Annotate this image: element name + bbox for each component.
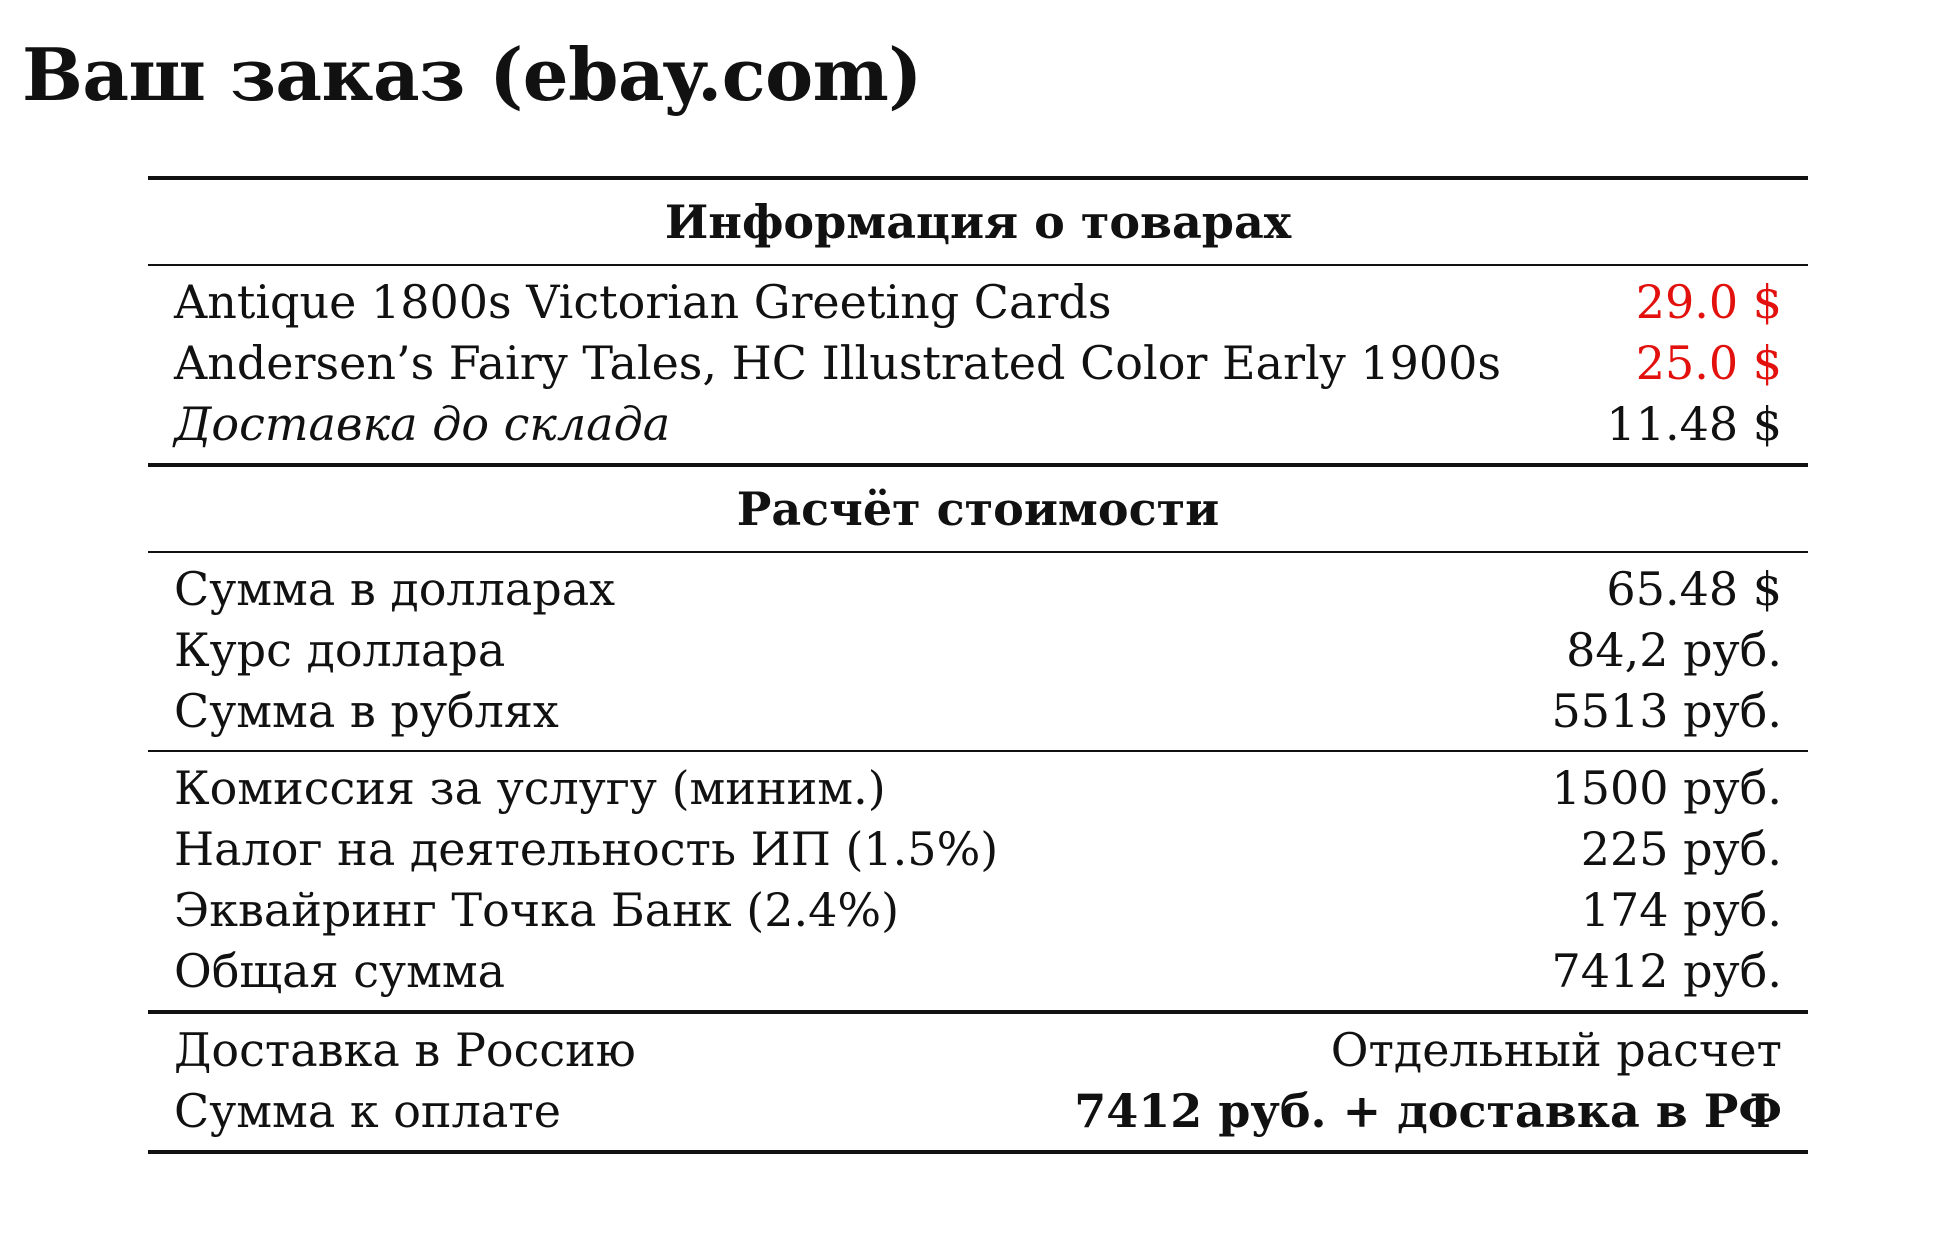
warehouse-shipping-label: Доставка до склада xyxy=(174,397,671,451)
order-table xyxy=(148,176,1808,1154)
warehouse-shipping-value: 11.48 $ xyxy=(1606,397,1782,451)
acquiring-label: Эквайринг Точка Банк (2.4%) xyxy=(174,883,900,937)
amount-due-label: Сумма к оплате xyxy=(174,1084,561,1138)
total-sum-value: 7412 руб. xyxy=(1551,944,1782,998)
goods-row-price: 25.0 $ xyxy=(1635,336,1782,390)
service-fee-row xyxy=(148,758,1808,819)
usd-sum-label: Сумма в долларах xyxy=(174,562,616,616)
final-rows xyxy=(148,1014,1808,1150)
goods-row xyxy=(148,272,1808,333)
usd-sum-row xyxy=(148,559,1808,620)
tax-row xyxy=(148,819,1808,880)
amount-due-row xyxy=(148,1081,1808,1142)
goods-row-label: Antique 1800s Victorian Greeting Cards xyxy=(174,275,1112,329)
acquiring-row xyxy=(148,880,1808,941)
goods-row-label: Andersen’s Fairy Tales, HC Illustrated Color Early 1900s xyxy=(174,336,1501,390)
amount-due-value: 7412 руб. + доставка в РФ xyxy=(1074,1084,1782,1138)
rub-sum-row xyxy=(148,681,1808,742)
usd-sum-value: 65.48 $ xyxy=(1606,562,1782,616)
goods-row-price: 29.0 $ xyxy=(1635,275,1782,329)
total-sum-row xyxy=(148,941,1808,1002)
page-title: Ваш заказ (ebay.com) xyxy=(22,32,922,117)
goods-row xyxy=(148,333,1808,394)
exchange-rate-label: Курс доллара xyxy=(174,623,506,677)
total-sum-label: Общая сумма xyxy=(174,944,506,998)
russia-shipping-value: Отдельный расчет xyxy=(1330,1023,1782,1077)
cost-section-heading: Расчёт стоимости xyxy=(736,482,1220,536)
russia-shipping-label: Доставка в Россию xyxy=(174,1023,636,1077)
goods-rows xyxy=(148,266,1808,463)
acquiring-value: 174 руб. xyxy=(1580,883,1782,937)
tax-label: Налог на деятельность ИП (1.5%) xyxy=(174,822,999,876)
service-fee-label: Комиссия за услугу (миним.) xyxy=(174,761,886,815)
goods-section-heading: Информация о товарах xyxy=(664,195,1292,249)
fee-rows xyxy=(148,752,1808,1010)
russia-shipping-row xyxy=(148,1020,1808,1081)
exchange-rate-value: 84,2 руб. xyxy=(1566,623,1782,677)
service-fee-value: 1500 руб. xyxy=(1551,761,1782,815)
exchange-rate-row xyxy=(148,620,1808,681)
bottom-rule xyxy=(148,1150,1808,1154)
rub-sum-value: 5513 руб. xyxy=(1551,684,1782,738)
tax-value: 225 руб. xyxy=(1580,822,1782,876)
conversion-rows xyxy=(148,553,1808,750)
rub-sum-label: Сумма в рублях xyxy=(174,684,559,738)
warehouse-shipping-row xyxy=(148,394,1808,455)
